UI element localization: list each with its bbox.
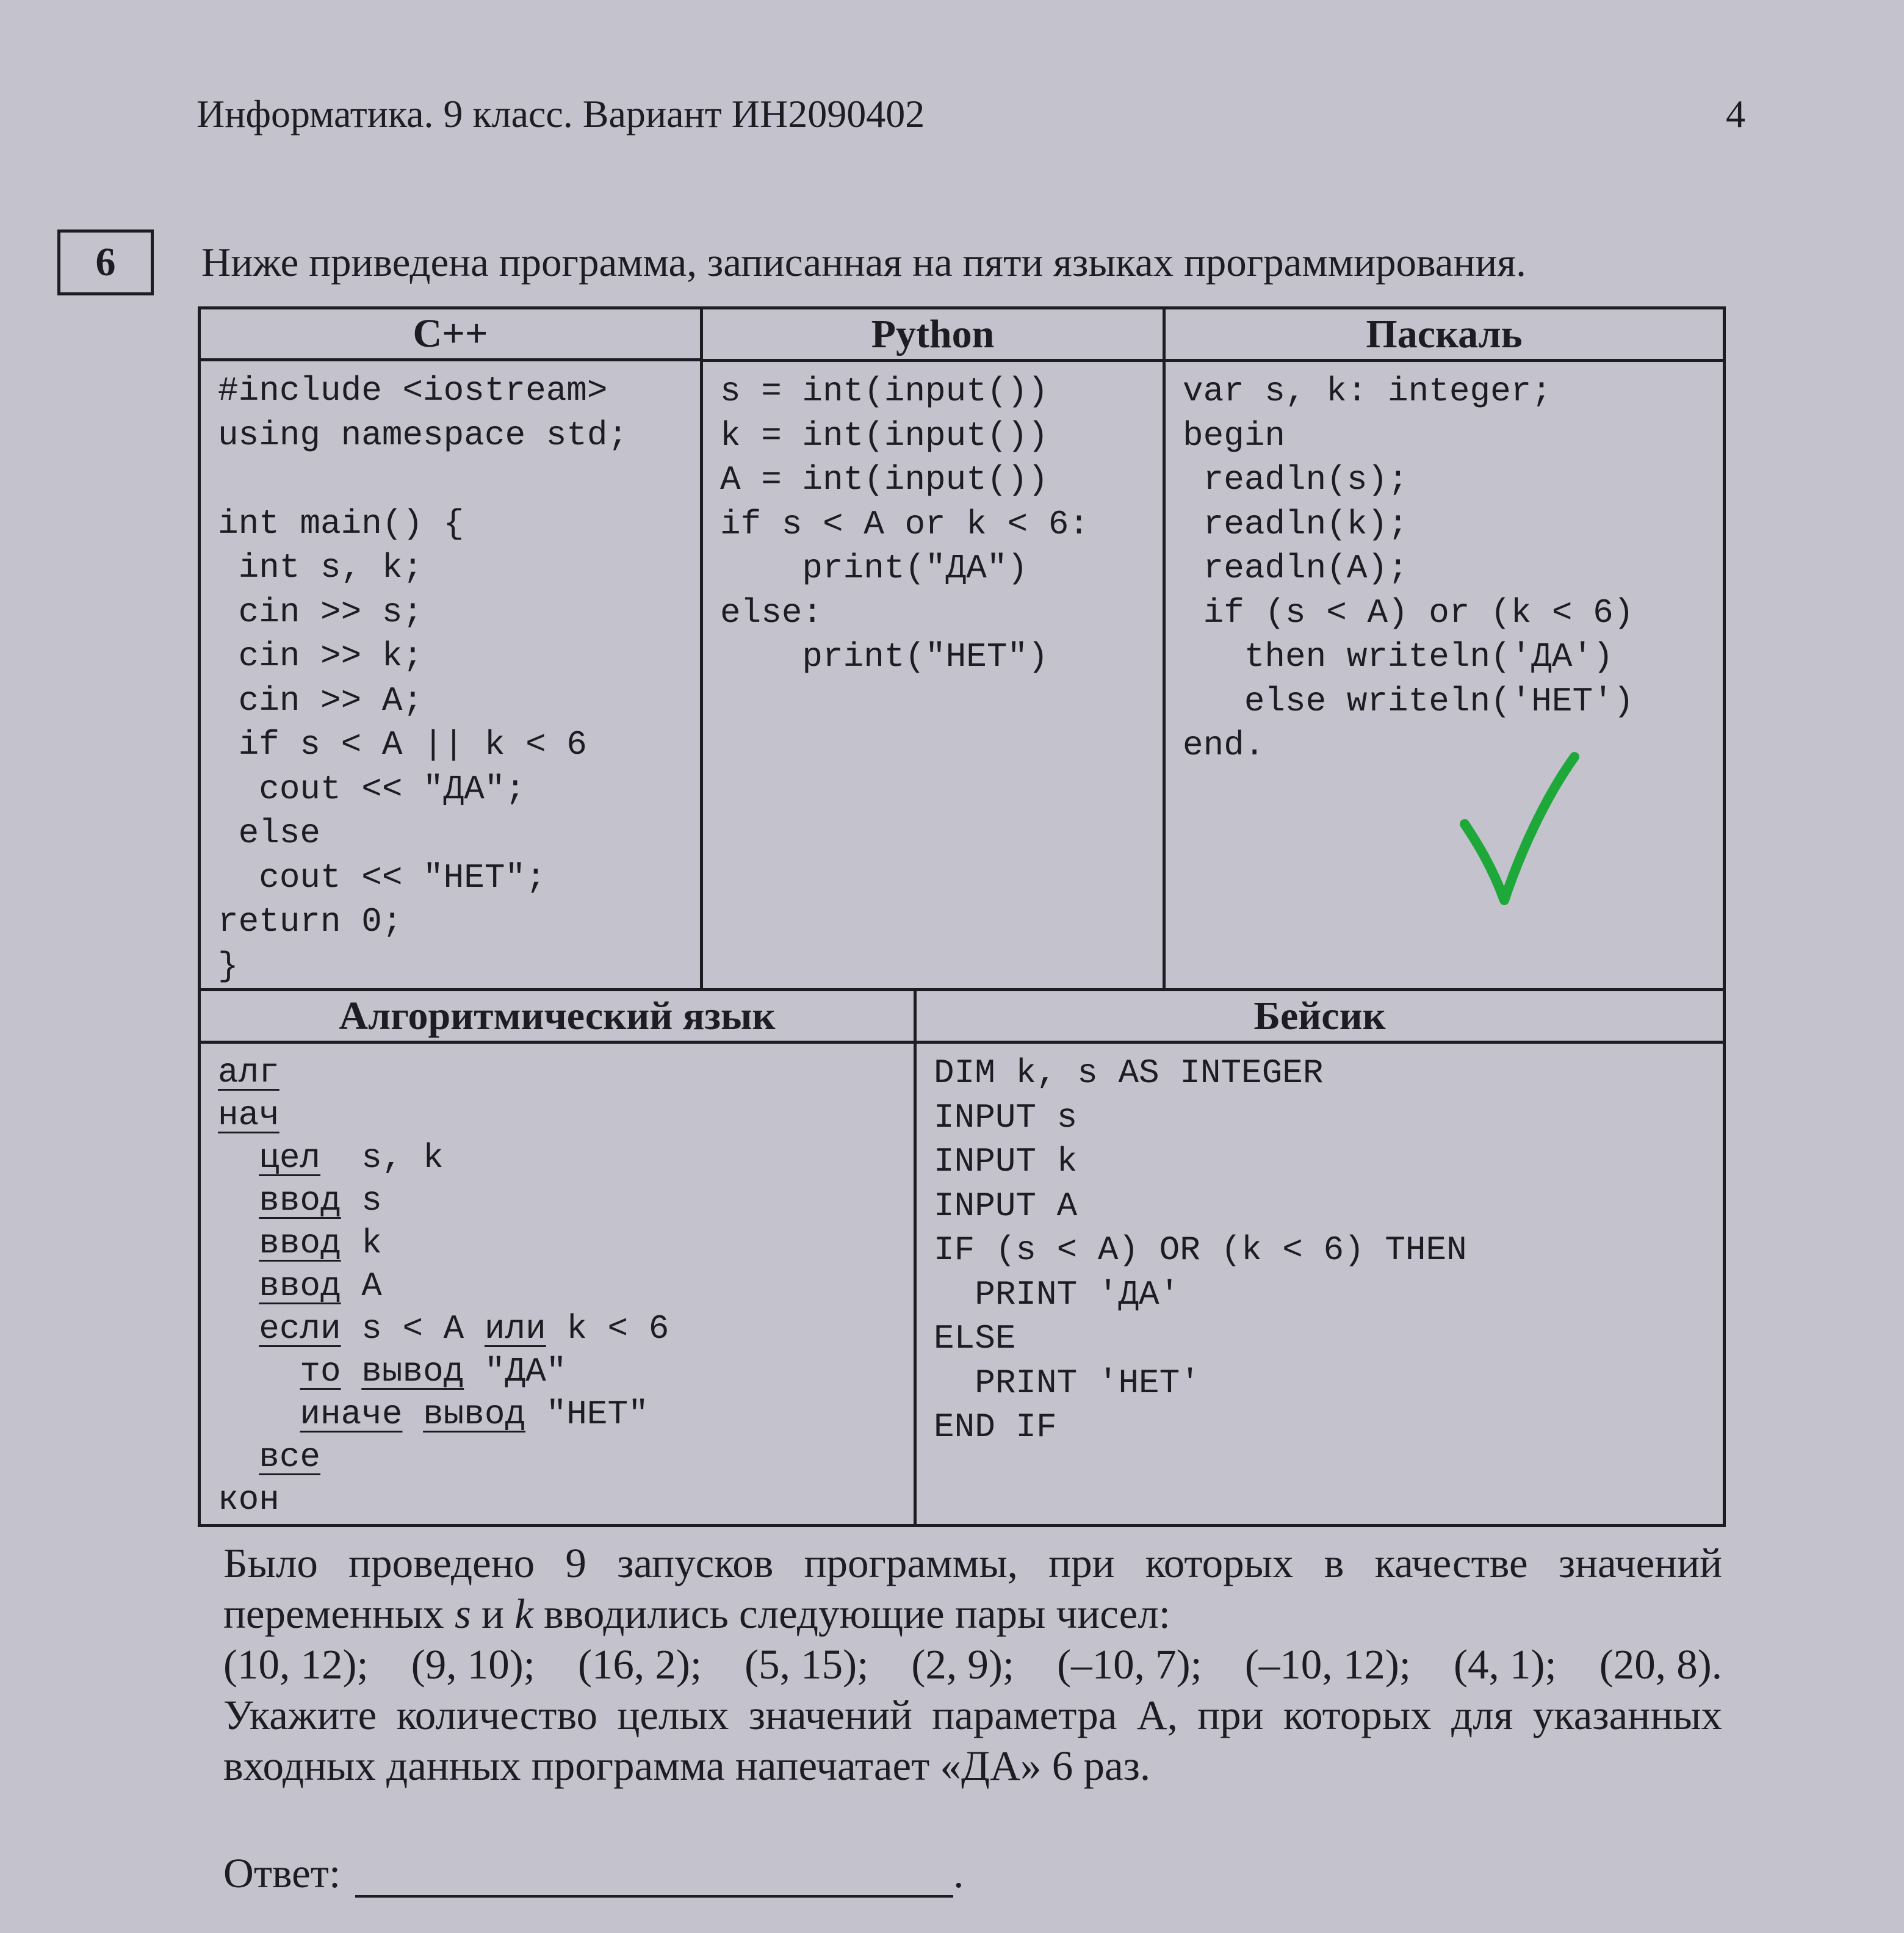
code-line	[218, 1478, 914, 1521]
code-line: cout << "НЕТ";	[218, 858, 546, 897]
input-pair: (5, 15);	[745, 1641, 869, 1688]
task-number: 6	[95, 240, 116, 284]
code-table	[198, 306, 1726, 1527]
code-line: INPUT k	[934, 1142, 1078, 1181]
input-pair: (10, 12);	[223, 1641, 369, 1688]
code-line: end.	[1183, 726, 1265, 765]
code-line: else	[218, 814, 321, 853]
code-line	[218, 1179, 914, 1222]
answer-dot: .	[953, 1850, 964, 1896]
keyword: вывод	[361, 1352, 464, 1391]
cpp-code	[201, 361, 700, 988]
keyword: вывод	[423, 1395, 526, 1434]
answer-label: Ответ:	[223, 1850, 341, 1896]
keyword: цел	[259, 1138, 321, 1177]
statement-text-end: вводились следующие пары чисел:	[544, 1591, 1170, 1637]
code-line	[218, 457, 700, 502]
code-line: s = int(input())	[720, 372, 1048, 411]
code-text: "ДА"	[464, 1352, 567, 1391]
code-line	[218, 1393, 914, 1436]
code-line: ELSE	[934, 1319, 1016, 1358]
code-text: s, k	[320, 1138, 444, 1177]
statement-text: Было проведено 9 запусков программы, при которых в качестве значений переменных	[223, 1540, 1722, 1637]
input-pairs	[223, 1639, 1722, 1690]
keyword: алг	[218, 1053, 279, 1092]
input-pair: (–10, 7);	[1057, 1641, 1202, 1688]
code-line: readln(A);	[1183, 549, 1408, 588]
code-text: A	[341, 1266, 382, 1306]
code-line: cout << "ДА";	[218, 769, 526, 809]
code-line: using namespace std;	[218, 415, 629, 455]
pascal-header: Паскаль	[1166, 309, 1723, 362]
pascal-code	[1166, 362, 1723, 768]
input-pair: (4, 1);	[1454, 1641, 1557, 1688]
code-line: cin >> k;	[218, 637, 424, 676]
statement-paragraph	[223, 1538, 1722, 1639]
keyword: ввод	[259, 1224, 341, 1263]
cpp-column	[201, 309, 700, 988]
code-line: return 0;	[218, 902, 403, 941]
code-line: readln(k);	[1183, 504, 1408, 544]
task-number-box	[57, 229, 154, 295]
code-line: DIM k, s AS INTEGER	[934, 1053, 1324, 1093]
code-line	[218, 1436, 914, 1478]
code-line: if (s < A) or (k < 6)	[1183, 593, 1634, 632]
and-word: и	[481, 1591, 504, 1637]
keyword: ввод	[259, 1266, 341, 1306]
code-line: PRINT 'НЕТ'	[934, 1363, 1200, 1403]
code-line: INPUT s	[934, 1097, 1078, 1137]
code-text: s < A	[341, 1309, 485, 1348]
answer-row	[223, 1849, 964, 1898]
code-line: then writeln('ДА')	[1183, 637, 1614, 676]
pascal-column	[1163, 309, 1723, 988]
input-pair: (–10, 12);	[1244, 1641, 1411, 1688]
exam-title: Информатика. 9 класс. Вариант ИН2090402	[197, 92, 925, 135]
code-line: print("НЕТ")	[720, 637, 1048, 676]
code-text: k	[341, 1224, 382, 1263]
code-line: int s, k;	[218, 548, 424, 587]
code-line: k = int(input())	[720, 416, 1048, 455]
code-line	[218, 1350, 914, 1393]
code-text: k < 6	[546, 1309, 669, 1348]
var-s: s	[454, 1591, 471, 1637]
python-code	[703, 362, 1163, 679]
basic-code	[917, 1044, 1723, 1450]
keyword: нач	[218, 1096, 279, 1135]
code-line	[218, 1051, 914, 1094]
code-line: if s < A or k < 6:	[720, 504, 1089, 544]
keyword: или	[484, 1309, 546, 1348]
python-column	[700, 309, 1163, 988]
code-text: "НЕТ"	[525, 1395, 649, 1434]
code-line: PRINT 'ДА'	[934, 1274, 1180, 1314]
code-text: кон	[218, 1480, 279, 1519]
answer-field[interactable]	[355, 1859, 953, 1898]
keyword: то	[300, 1352, 341, 1391]
code-line: var s, k: integer;	[1183, 372, 1552, 411]
code-line: END IF	[934, 1407, 1057, 1447]
basic-header: Бейсик	[917, 991, 1723, 1044]
code-line: A = int(input())	[720, 460, 1048, 499]
keyword: если	[259, 1309, 341, 1348]
basic-column	[914, 991, 1723, 1524]
task-intro: Ниже приведена программа, записанная на пяти языках программирования.	[201, 240, 1526, 285]
code-line	[218, 1136, 914, 1179]
code-line: cin >> A;	[218, 681, 424, 720]
code-line: IF (s < A) OR (k < 6) THEN	[934, 1230, 1467, 1270]
code-line: int main() {	[218, 504, 464, 543]
input-pair: (16, 2);	[577, 1641, 702, 1688]
code-line	[218, 1265, 914, 1307]
question: Укажите количество целых значений параметра А, при которых для указанных входных данных программа напечатает «ДА» 6 раз.	[223, 1692, 1722, 1789]
python-header: Python	[703, 309, 1163, 362]
var-k: k	[514, 1591, 533, 1637]
code-line: cin >> s;	[218, 592, 424, 632]
task-statement	[223, 1538, 1722, 1791]
code-line: if s < A || k < 6	[218, 725, 587, 764]
cpp-header: C++	[201, 309, 700, 361]
code-line: #include <iostream>	[218, 371, 608, 410]
input-pair: (9, 10);	[411, 1641, 535, 1688]
algo-code	[201, 1044, 914, 1521]
code-line	[218, 1222, 914, 1265]
code-line: print("ДА")	[720, 549, 1028, 588]
code-line: INPUT A	[934, 1186, 1078, 1226]
code-line: readln(s);	[1183, 460, 1408, 499]
page-header	[197, 92, 1745, 137]
input-pair: (20, 8).	[1599, 1641, 1722, 1688]
keyword: ввод	[259, 1181, 341, 1220]
page-number: 4	[1726, 92, 1745, 135]
code-table-bottom-row	[201, 988, 1723, 1524]
keyword: иначе	[300, 1395, 403, 1434]
algo-header: Алгоритмический язык	[201, 991, 914, 1044]
code-line: }	[218, 946, 239, 986]
green-checkmark-icon	[1459, 751, 1581, 909]
code-line: else:	[720, 593, 823, 632]
code-line	[218, 1094, 914, 1136]
code-line: else writeln('НЕТ')	[1183, 681, 1634, 721]
keyword: все	[259, 1437, 321, 1476]
code-line	[218, 1307, 914, 1350]
input-pair: (2, 9);	[911, 1641, 1015, 1688]
code-text: s	[341, 1181, 382, 1220]
code-line: begin	[1183, 416, 1286, 455]
algo-column	[201, 991, 914, 1524]
